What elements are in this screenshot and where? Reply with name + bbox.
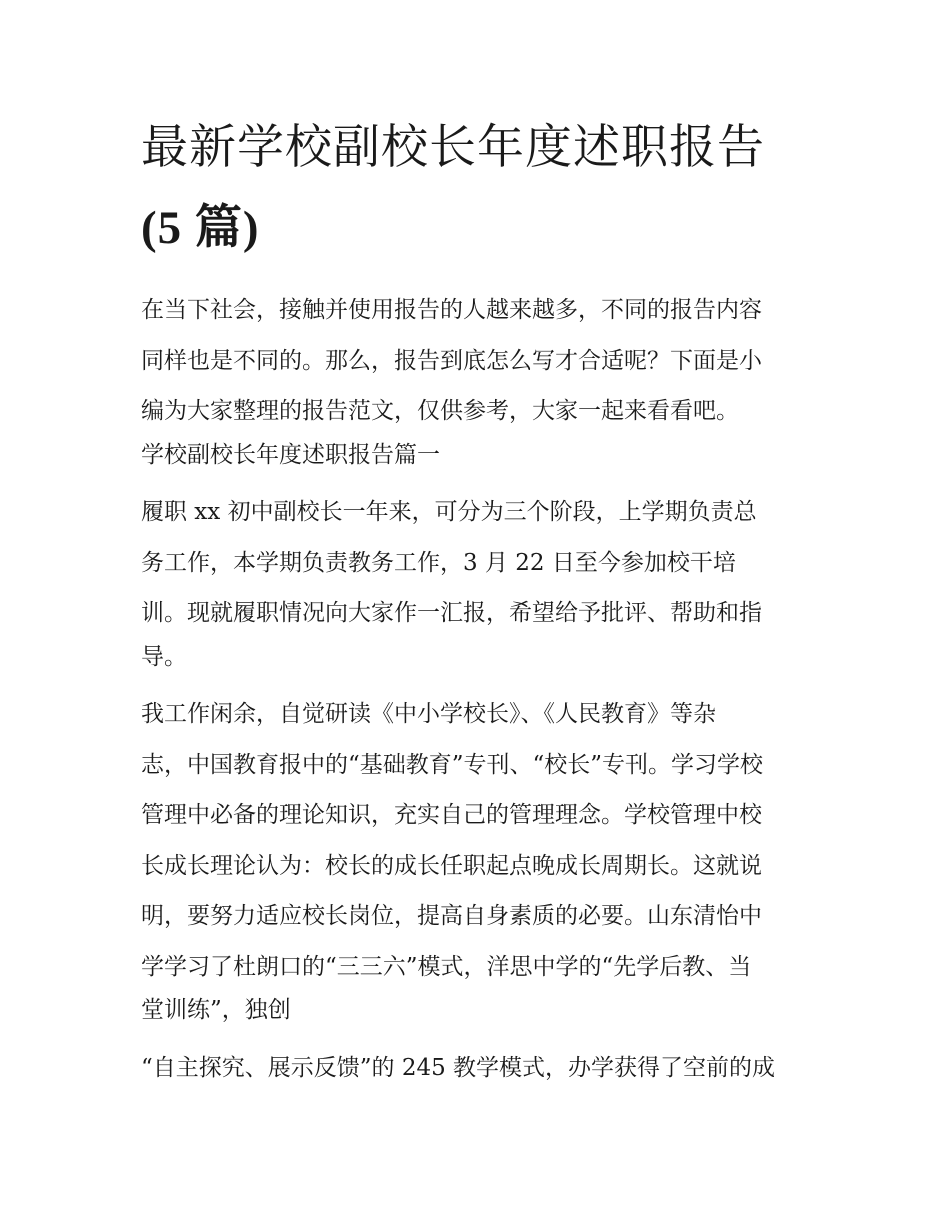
section-heading: 学校副校长年度述职报告篇一 [141,441,440,468]
body-line: 我工作闲余，自觉研读《中小学校长》、《人民教育》等杂 [141,701,716,727]
title-line-2: (5 篇) [141,202,260,254]
document-title [141,108,813,268]
body-line: 长成长理论认为：校长的成长任职起点晚成长周期长。这就说 [141,852,762,879]
title-line-1: 最新学校副校长年度述职报告 [141,120,765,175]
body-line: 学学习了杜朗口的“三三六”模式，洋思中学的“先学后教、当 [141,953,752,980]
body-line: 在当下社会，接触并使用报告的人越来越多，不同的报告内容 [141,297,762,323]
body-line: 堂训练”，独创 [141,997,291,1023]
document-page [141,108,813,1093]
body-line: 导。 [141,643,187,670]
body-line: 训。现就履职情况向大家作一汇报，希望给予批评、帮助和指 [141,600,762,626]
body-line: 履职 xx 初中副校长一年来，可分为三个阶段，上学期负责总 [141,499,757,525]
body-line: 务工作，本学期负责教务工作，3 月 22 日至今参加校干培 [141,549,736,576]
body-line: 志，中国教育报中的“基础教育”专刊、“校长”专刊。学习学校 [141,751,764,778]
body-line: 明，要努力适应校长岗位，提高自身素质的必要。山东清怡中 [141,903,762,929]
body-line: 管理中必备的理论知识，充实自己的管理理念。学校管理中校 [141,802,762,828]
body-line: “自主探究、展示反馈”的 245 教学模式，办学获得了空前的成 [141,1054,776,1081]
body-line: 同样也是不同的。那么，报告到底怎么写才合适呢？下面是小 [141,347,762,374]
document-body [141,285,813,1093]
body-line: 编为大家整理的报告范文，仅供参考，大家一起来看看吧。 [141,398,739,424]
